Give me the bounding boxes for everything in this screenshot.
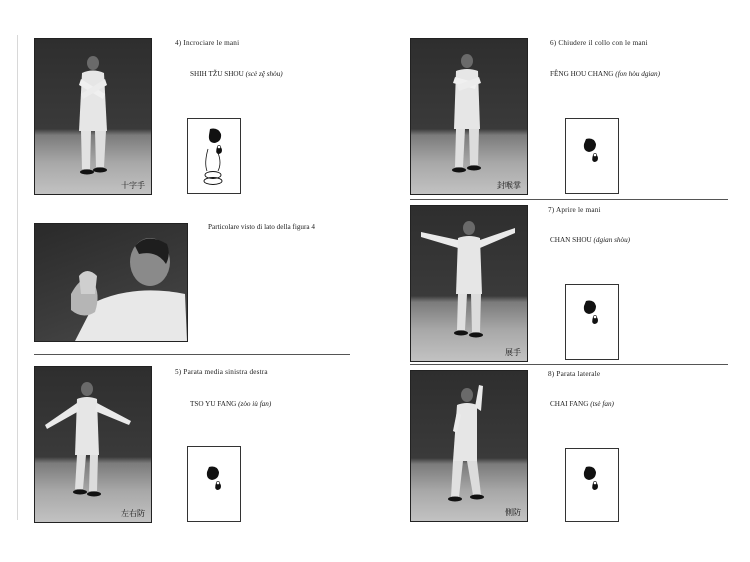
footprints-icon <box>188 447 240 521</box>
section-6-title: 6) Chiudere il collo con le mani <box>550 39 648 47</box>
detail-caption: Particolare visto di lato della figura 4 <box>208 223 315 231</box>
footwork-diagram-8 <box>565 448 619 522</box>
footprints-icon <box>566 285 618 359</box>
footprints-icon <box>566 449 618 521</box>
photo-figure-4 <box>34 38 152 195</box>
photo-figure-7 <box>410 205 528 362</box>
photo-figure-5 <box>34 366 152 523</box>
section-8-name <box>550 400 614 408</box>
page-margin-line <box>17 35 18 520</box>
footwork-diagram-4 <box>187 118 241 194</box>
form-name: FÊNG HOU CHANG <box>550 70 614 78</box>
divider-right-1 <box>410 199 728 200</box>
section-4-title: 4) Incrociare le mani <box>175 39 240 47</box>
photo-detail-figure-4 <box>34 223 188 342</box>
form-pronunciation: (zòo iù fan) <box>238 400 272 408</box>
photo-figure-8 <box>410 370 528 522</box>
form-name: CHAI FANG <box>550 400 589 408</box>
footwork-diagram-5 <box>187 446 241 522</box>
divider-left <box>34 354 350 355</box>
section-5-title: 5) Parata media sinistra destra <box>175 368 268 376</box>
footwork-diagram-7 <box>565 284 619 360</box>
form-pronunciation: (tsè fan) <box>590 400 614 408</box>
form-name: TSO YU FANG <box>190 400 237 408</box>
form-name: CHAN SHOU <box>550 236 592 244</box>
photo-caption-chinese: 左右防 <box>121 509 145 518</box>
divider-right-2 <box>410 364 728 365</box>
footwork-diagram-6 <box>565 118 619 194</box>
figure-middle-block <box>35 367 151 522</box>
section-5-name <box>190 400 271 408</box>
section-7-name <box>550 236 630 244</box>
form-pronunciation: (scè zḝ shòu) <box>245 70 283 78</box>
form-pronunciation: (dgian shòu) <box>593 236 631 244</box>
figure-open-hands <box>411 206 527 361</box>
footprints-icon <box>566 119 618 193</box>
form-pronunciation: (fon hòu dgian) <box>615 70 661 78</box>
section-4-name <box>190 70 283 78</box>
photo-caption-chinese: 側防 <box>505 508 521 517</box>
photo-figure-6 <box>410 38 528 195</box>
form-name: SHIH TŽU SHOU <box>190 70 244 78</box>
photo-caption-chinese: 封喉掌 <box>497 181 521 190</box>
photo-caption-chinese: 展手 <box>505 348 521 357</box>
closeup-profile <box>35 224 187 341</box>
section-7-title: 7) Aprire le mani <box>548 206 601 214</box>
section-6-name <box>550 70 660 78</box>
photo-caption-chinese: 十字手 <box>121 181 145 190</box>
figure-close-neck <box>411 39 527 194</box>
footprints-icon <box>188 119 240 193</box>
figure-crossed-hands <box>35 39 151 194</box>
figure-side-block <box>411 371 527 521</box>
section-8-title: 8) Parata laterale <box>548 370 601 378</box>
